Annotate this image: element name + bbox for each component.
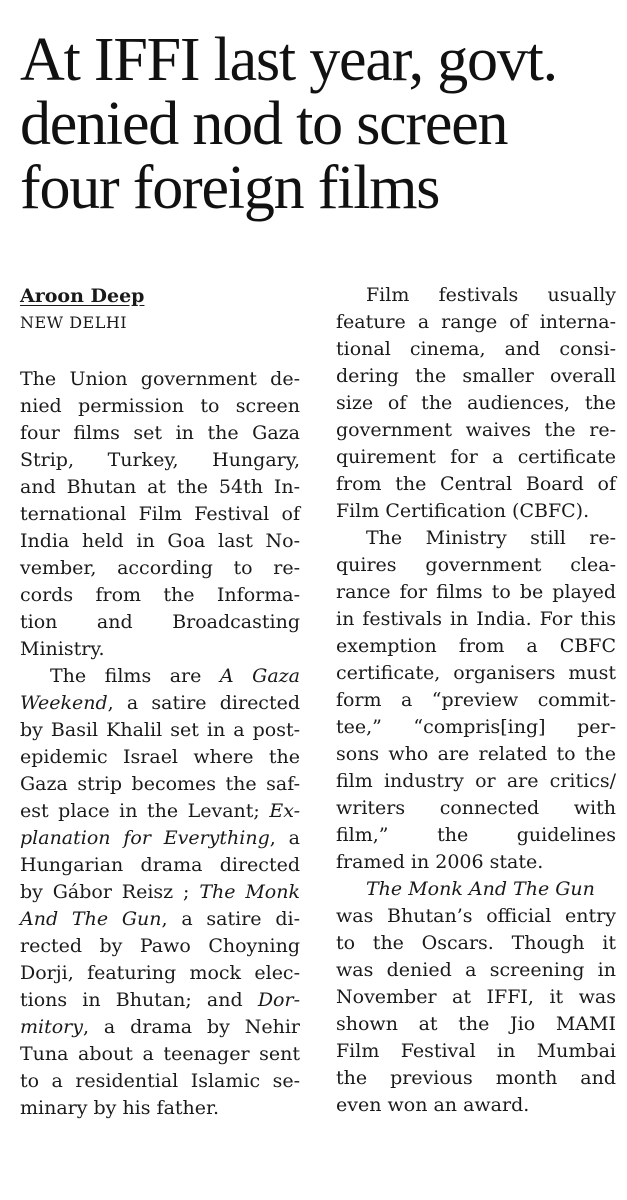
text-line: November at IFFI, it was — [336, 986, 616, 1008]
text-line: film industry or are critics/ — [336, 770, 616, 792]
text-line: framed in 2006 state. — [336, 851, 544, 873]
text-line: Hungarian drama directed — [20, 854, 300, 876]
text-line: cords from the Informa- — [20, 584, 300, 606]
headline-line: four foreign films — [20, 154, 440, 222]
paragraph-4 — [336, 525, 616, 876]
text-line: Film Certification (CBFC). — [336, 500, 590, 522]
text-line: nied permission to screen — [20, 395, 300, 417]
text-line: minary by his father. — [20, 1097, 220, 1119]
text-line: the previous month and — [336, 1067, 616, 1089]
headline-line: At IFFI last year, govt. — [20, 26, 557, 94]
film-title: Dor- — [257, 989, 300, 1011]
text-line: quirement for a certificate — [336, 446, 616, 468]
text-line: size of the audiences, the — [336, 392, 616, 414]
film-title: mitory — [20, 1016, 83, 1038]
text-line: feature a range of interna- — [336, 311, 616, 333]
text-run: est place in the Levant; — [20, 800, 270, 822]
film-title: Ex- — [269, 800, 300, 822]
text-run: tions in Bhutan; and — [20, 989, 258, 1011]
text-line — [20, 690, 300, 717]
paragraph-2 — [20, 663, 300, 1122]
text-line — [20, 798, 300, 825]
text-line: Tuna about a teenager sent — [20, 1043, 300, 1065]
text-line: writers connected with — [336, 797, 616, 819]
text-line: vember, according to re- — [20, 557, 300, 579]
text-line: The Union government de- — [20, 368, 300, 390]
text-line — [20, 1014, 300, 1041]
text-run: by Gábor Reisz ; — [20, 881, 200, 903]
text-line: Gaza strip becomes the saf- — [20, 773, 300, 795]
text-line: from the Central Board of — [336, 473, 616, 495]
film-title: And The Gun — [20, 908, 162, 930]
text-line: The Ministry still re- — [366, 527, 616, 549]
dateline: NEW DELHI — [20, 313, 128, 332]
text-line: India held in Goa last No- — [20, 530, 300, 552]
text-line: to a residential Islamic se- — [20, 1070, 300, 1092]
author-byline[interactable]: Aroon Deep — [20, 285, 145, 307]
text-line: Film festivals usually — [366, 284, 616, 306]
text-line: tional cinema, and consi- — [336, 338, 616, 360]
headline — [20, 28, 620, 220]
film-title: The Monk — [199, 881, 300, 903]
text-line: certificate, organisers must — [336, 662, 616, 684]
article-column-left — [20, 282, 300, 1122]
text-line: by Basil Khalil set in a post- — [20, 719, 300, 741]
text-line: exemption from a CBFC — [336, 635, 616, 657]
text-run: , a satire directed — [107, 692, 300, 714]
article-column-right — [336, 282, 616, 1119]
text-line — [20, 987, 300, 1014]
text-line — [20, 879, 300, 906]
text-line: tion and Broadcasting — [20, 611, 300, 633]
text-run: , a drama by Nehir — [82, 1016, 300, 1038]
text-line: sons who are related to the — [336, 743, 616, 765]
text-line: tee,” “compris[ing] per- — [336, 716, 616, 738]
text-line: shown at the Jio MAMI — [336, 1013, 616, 1035]
text-line: dering the smaller overall — [336, 365, 616, 387]
text-line: in festivals in India. For this — [336, 608, 616, 630]
text-line: even won an award. — [336, 1094, 530, 1116]
text-line: form a “preview commit- — [336, 689, 616, 711]
text-line: was Bhutan’s official entry — [336, 905, 616, 927]
film-title: The Monk And The Gun — [366, 878, 595, 900]
text-line: Ministry. — [20, 638, 105, 660]
film-title: Weekend — [20, 692, 108, 714]
film-title: planation for Everything — [20, 827, 270, 849]
text-line — [20, 906, 300, 933]
text-line: Strip, Turkey, Hungary, — [20, 449, 300, 471]
text-line — [20, 663, 300, 690]
text-line: government waives the re- — [336, 419, 616, 441]
text-line: rance for films to be played — [336, 581, 616, 603]
film-title: A Gaza — [219, 665, 300, 687]
text-line: to the Oscars. Though it — [336, 932, 616, 954]
paragraph-5 — [336, 876, 616, 1119]
text-line: Film Festival in Mumbai — [336, 1040, 616, 1062]
text-line: film,” the guidelines — [336, 824, 616, 846]
text-run: The films are — [50, 665, 220, 687]
text-run: , a — [269, 827, 300, 849]
text-line: ternational Film Festival of — [20, 503, 300, 525]
text-line: four films set in the Gaza — [20, 422, 300, 444]
text-line: was denied a screening in — [336, 959, 616, 981]
paragraph-1 — [20, 366, 300, 663]
text-line: and Bhutan at the 54th In- — [20, 476, 300, 498]
text-line: epidemic Israel where the — [20, 746, 300, 768]
text-line: quires government clea- — [336, 554, 616, 576]
text-run: , a satire di- — [161, 908, 300, 930]
headline-line: denied nod to screen — [20, 90, 508, 158]
text-line: Dorji, featuring mock elec- — [20, 962, 300, 984]
text-line — [20, 825, 300, 852]
text-line: rected by Pawo Choyning — [20, 935, 300, 957]
paragraph-3 — [336, 282, 616, 525]
